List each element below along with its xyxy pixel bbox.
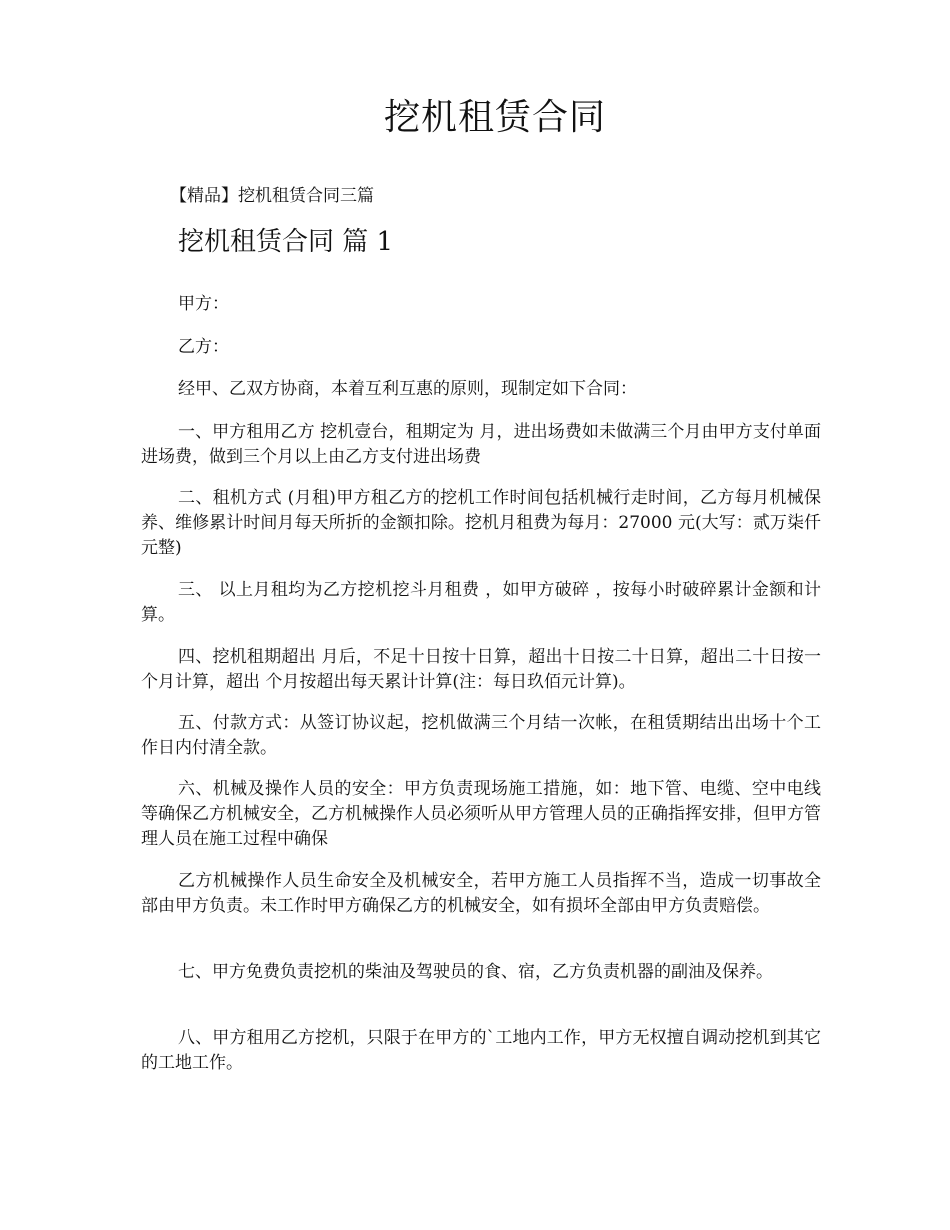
document-title: 挖机租赁合同 — [383, 97, 606, 138]
paragraph-preamble: 经甲、乙双方协商，本着互利互惠的原则，现制定如下合同： — [178, 379, 637, 399]
paragraph-clause-6: 六、机械及操作人员的安全：甲方负责现场施工措施，如：地下管、电缆、空中电线等确保乙方机械安全，乙方机械操作人员必须听从甲方管理人员的正确指挥安排，但甲方管理人员在施工过程中确保 — [141, 779, 821, 849]
document-subtitle: 【精品】挖机租赁合同三篇 — [170, 186, 374, 206]
paragraph-clause-8: 八、甲方租用乙方挖机，只限于在甲方的`工地内工作，甲方无权擅自调动挖机到其它的工地工作。 — [141, 1028, 821, 1073]
paragraph-party-a: 甲方： — [178, 294, 229, 314]
paragraph-clause-2: 二、租机方式 (月租)甲方租乙方的挖机工作时间包括机械行走时间，乙方每月机械保养、维修累计时间月每天所折的金额扣除。挖机月租费为每月：27000 元(大写：贰万柒仟元整) — [141, 488, 821, 558]
paragraph-clause-1: 一、甲方租用乙方 挖机壹台，租期定为 月，进出场费如未做满三个月由甲方支付单面进场费，做到三个月以上由乙方支付进出场费 — [141, 422, 821, 467]
paragraph-party-b: 乙方： — [178, 337, 229, 357]
paragraph-clause-7: 七、甲方免费负责挖机的柴油及驾驶员的食、宿，乙方负责机器的副油及保养。 — [178, 962, 773, 982]
paragraph-clause-4: 四、挖机租期超出 月后，不足十日按十日算，超出十日按二十日算，超出二十日按一个月计算，超出 个月按超出每天累计计算(注：每日玖佰元计算)。 — [141, 647, 821, 692]
paragraph-clause-6-continued: 乙方机械操作人员生命安全及机械安全，若甲方施工人员指挥不当，造成一切事故全部由甲方负责。未工作时甲方确保乙方的机械安全，如有损坏全部由甲方负责赔偿。 — [141, 871, 821, 916]
paragraph-clause-5: 五、付款方式：从签订协议起，挖机做满三个月结一次帐，在租赁期结出出场十个工作日内付清全款。 — [141, 713, 821, 758]
section-heading: 挖机租赁合同 篇 1 — [178, 227, 394, 257]
paragraph-clause-3: 三、 以上月租均为乙方挖机挖斗月租费 ，如甲方破碎 ，按每小时破碎累计金额和计算。 — [141, 580, 821, 625]
